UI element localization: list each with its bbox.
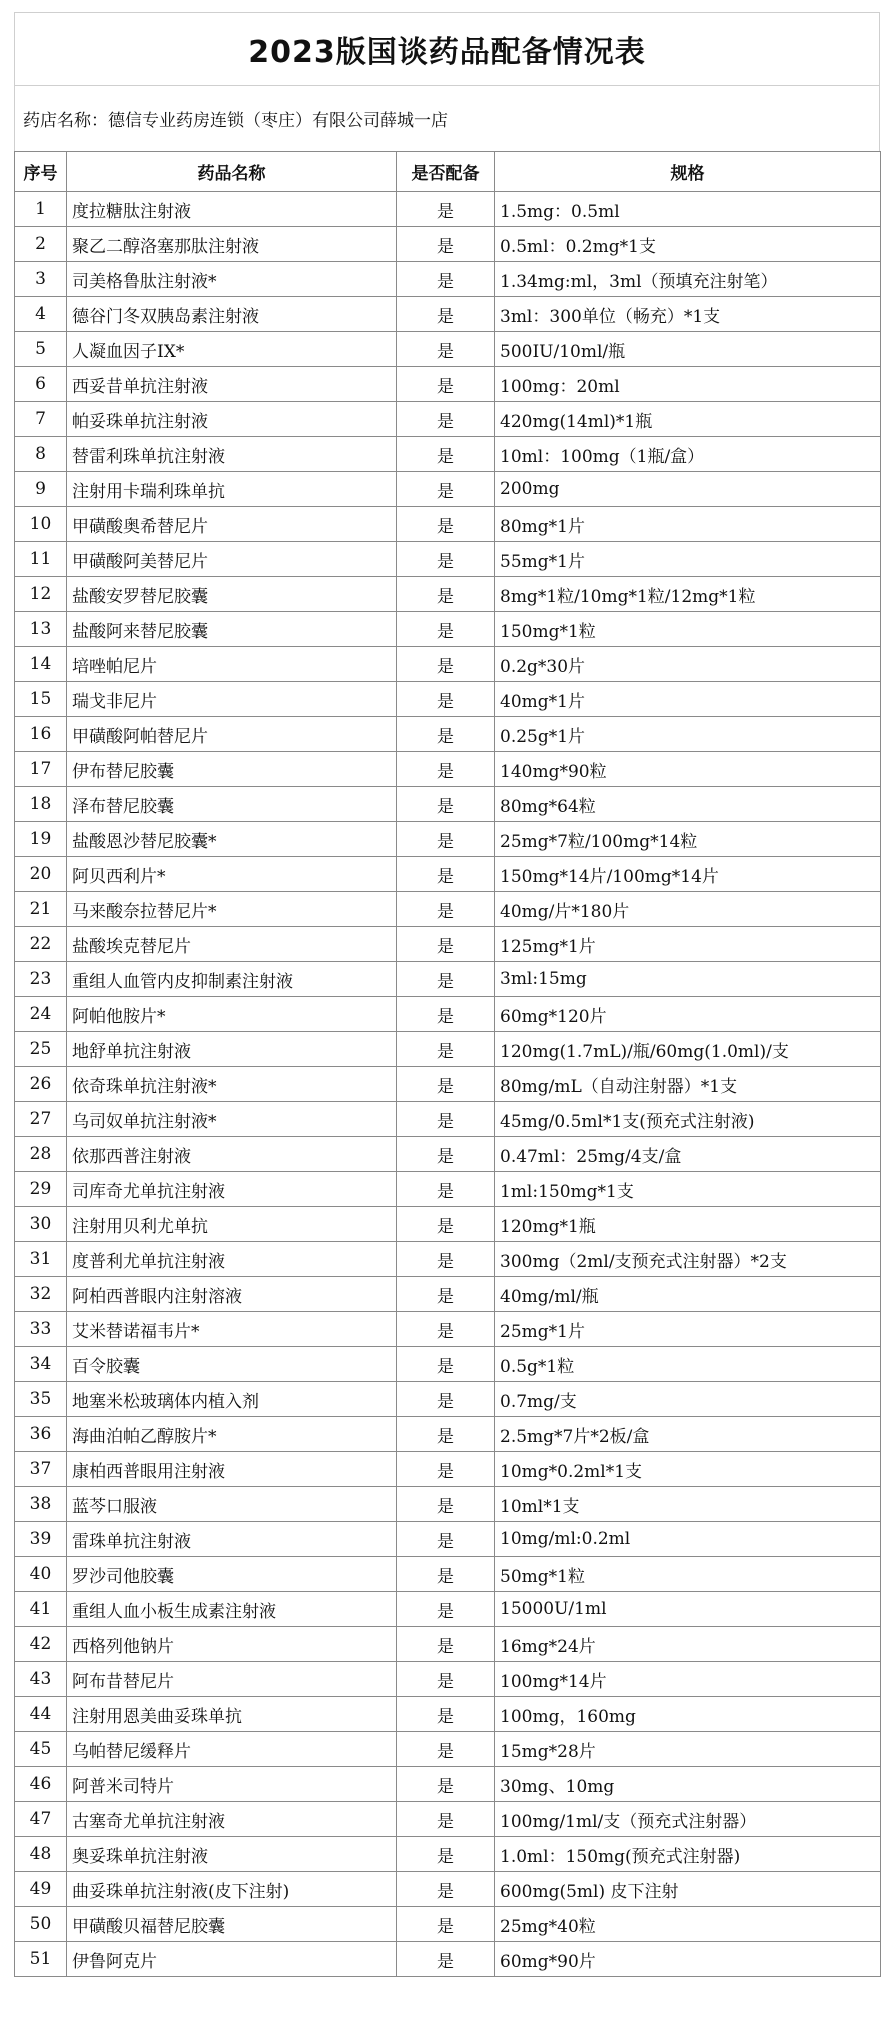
- table-row: [15, 1837, 881, 1872]
- row-number: 31: [15, 1242, 67, 1277]
- table-row: [15, 647, 881, 682]
- drug-name: 瑞戈非尼片: [67, 682, 397, 717]
- row-number: 29: [15, 1172, 67, 1207]
- drug-spec: 40mg/片*180片: [495, 892, 881, 927]
- drug-spec: 45mg/0.5ml*1支(预充式注射液): [495, 1102, 881, 1137]
- row-number: 39: [15, 1522, 67, 1557]
- drug-name: 阿普米司特片: [67, 1767, 397, 1802]
- drug-name: 伊鲁阿克片: [67, 1942, 397, 1977]
- row-number: 49: [15, 1872, 67, 1907]
- row-number: 43: [15, 1662, 67, 1697]
- table-row: [15, 542, 881, 577]
- equipped-status: 是: [397, 507, 495, 542]
- drug-name: 西格列他钠片: [67, 1627, 397, 1662]
- drug-spec: 1.34mg:ml，3ml（预填充注射笔）: [495, 262, 881, 297]
- row-number: 19: [15, 822, 67, 857]
- equipped-status: 是: [397, 682, 495, 717]
- row-number: 26: [15, 1067, 67, 1102]
- drug-spec: 0.25g*1片: [495, 717, 881, 752]
- drug-spec: 10ml*1支: [495, 1487, 881, 1522]
- drug-spec: 1.0ml：150mg(预充式注射器): [495, 1837, 881, 1872]
- drug-name: 古塞奇尤单抗注射液: [67, 1802, 397, 1837]
- row-number: 8: [15, 437, 67, 472]
- row-number: 36: [15, 1417, 67, 1452]
- drug-spec: 0.47ml：25mg/4支/盒: [495, 1137, 881, 1172]
- table-row: [15, 1627, 881, 1662]
- table-row: [15, 962, 881, 997]
- table-body: [15, 192, 881, 1977]
- row-number: 11: [15, 542, 67, 577]
- row-number: 7: [15, 402, 67, 437]
- table-row: [15, 262, 881, 297]
- drug-spec: 100mg，160mg: [495, 1697, 881, 1732]
- drug-spec: 0.5ml：0.2mg*1支: [495, 227, 881, 262]
- drug-spec: 1ml:150mg*1支: [495, 1172, 881, 1207]
- row-number: 32: [15, 1277, 67, 1312]
- drug-table: [14, 151, 881, 1977]
- table-row: [15, 1417, 881, 1452]
- equipped-status: 是: [397, 297, 495, 332]
- row-number: 21: [15, 892, 67, 927]
- header-no: 序号: [15, 152, 67, 192]
- drug-spec: 200mg: [495, 472, 881, 507]
- equipped-status: 是: [397, 1802, 495, 1837]
- drug-spec: 80mg/mL（自动注射器）*1支: [495, 1067, 881, 1102]
- drug-name: 司库奇尤单抗注射液: [67, 1172, 397, 1207]
- drug-table-sheet: [14, 12, 880, 1977]
- equipped-status: 是: [397, 1137, 495, 1172]
- row-number: 1: [15, 192, 67, 227]
- header-spec: 规格: [495, 152, 881, 192]
- row-number: 3: [15, 262, 67, 297]
- row-number: 12: [15, 577, 67, 612]
- equipped-status: 是: [397, 857, 495, 892]
- table-row: [15, 1557, 881, 1592]
- equipped-status: 是: [397, 1382, 495, 1417]
- row-number: 13: [15, 612, 67, 647]
- equipped-status: 是: [397, 1837, 495, 1872]
- drug-name: 替雷利珠单抗注射液: [67, 437, 397, 472]
- drug-name: 度普利尤单抗注射液: [67, 1242, 397, 1277]
- equipped-status: 是: [397, 1487, 495, 1522]
- row-number: 37: [15, 1452, 67, 1487]
- equipped-status: 是: [397, 1627, 495, 1662]
- drug-spec: 60mg*120片: [495, 997, 881, 1032]
- drug-name: 泽布替尼胶囊: [67, 787, 397, 822]
- drug-name: 盐酸阿来替尼胶囊: [67, 612, 397, 647]
- row-number: 16: [15, 717, 67, 752]
- row-number: 23: [15, 962, 67, 997]
- drug-spec: 50mg*1粒: [495, 1557, 881, 1592]
- drug-name: 注射用恩美曲妥珠单抗: [67, 1697, 397, 1732]
- equipped-status: 是: [397, 1417, 495, 1452]
- store-row: [14, 85, 880, 151]
- row-number: 18: [15, 787, 67, 822]
- table-row: [15, 1942, 881, 1977]
- table-row: [15, 857, 881, 892]
- row-number: 41: [15, 1592, 67, 1627]
- equipped-status: 是: [397, 472, 495, 507]
- drug-name: 依那西普注射液: [67, 1137, 397, 1172]
- drug-spec: 0.5g*1粒: [495, 1347, 881, 1382]
- drug-name: 百令胶囊: [67, 1347, 397, 1382]
- equipped-status: 是: [397, 962, 495, 997]
- row-number: 34: [15, 1347, 67, 1382]
- drug-name: 马来酸奈拉替尼片*: [67, 892, 397, 927]
- table-row: [15, 1277, 881, 1312]
- drug-name: 德谷门冬双胰岛素注射液: [67, 297, 397, 332]
- drug-spec: 10ml：100mg（1瓶/盒）: [495, 437, 881, 472]
- row-number: 2: [15, 227, 67, 262]
- equipped-status: 是: [397, 1557, 495, 1592]
- row-number: 50: [15, 1907, 67, 1942]
- equipped-status: 是: [397, 1312, 495, 1347]
- drug-spec: 120mg(1.7mL)/瓶/60mg(1.0ml)/支: [495, 1032, 881, 1067]
- row-number: 15: [15, 682, 67, 717]
- table-row: [15, 472, 881, 507]
- drug-spec: 150mg*14片/100mg*14片: [495, 857, 881, 892]
- row-number: 24: [15, 997, 67, 1032]
- drug-name: 伊布替尼胶囊: [67, 752, 397, 787]
- table-row: [15, 1242, 881, 1277]
- row-number: 17: [15, 752, 67, 787]
- table-row: [15, 1732, 881, 1767]
- equipped-status: 是: [397, 717, 495, 752]
- drug-name: 曲妥珠单抗注射液(皮下注射): [67, 1872, 397, 1907]
- equipped-status: 是: [397, 997, 495, 1032]
- row-number: 44: [15, 1697, 67, 1732]
- table-row: [15, 752, 881, 787]
- drug-name: 重组人血管内皮抑制素注射液: [67, 962, 397, 997]
- table-row: [15, 1137, 881, 1172]
- equipped-status: 是: [397, 1732, 495, 1767]
- drug-spec: 25mg*40粒: [495, 1907, 881, 1942]
- drug-spec: 300mg（2ml/支预充式注射器）*2支: [495, 1242, 881, 1277]
- equipped-status: 是: [397, 927, 495, 962]
- equipped-status: 是: [397, 402, 495, 437]
- drug-name: 阿贝西利片*: [67, 857, 397, 892]
- row-number: 51: [15, 1942, 67, 1977]
- equipped-status: 是: [397, 577, 495, 612]
- equipped-status: 是: [397, 1767, 495, 1802]
- row-number: 14: [15, 647, 67, 682]
- equipped-status: 是: [397, 367, 495, 402]
- table-row: [15, 1207, 881, 1242]
- table-row: [15, 227, 881, 262]
- equipped-status: 是: [397, 1172, 495, 1207]
- drug-name: 注射用贝利尤单抗: [67, 1207, 397, 1242]
- row-number: 30: [15, 1207, 67, 1242]
- table-row: [15, 332, 881, 367]
- table-row: [15, 1032, 881, 1067]
- table-row: [15, 1452, 881, 1487]
- drug-spec: 100mg/1ml/支（预充式注射器）: [495, 1802, 881, 1837]
- row-number: 33: [15, 1312, 67, 1347]
- table-row: [15, 1802, 881, 1837]
- drug-name: 海曲泊帕乙醇胺片*: [67, 1417, 397, 1452]
- equipped-status: 是: [397, 1697, 495, 1732]
- drug-spec: 150mg*1粒: [495, 612, 881, 647]
- row-number: 28: [15, 1137, 67, 1172]
- row-number: 4: [15, 297, 67, 332]
- drug-name: 盐酸恩沙替尼胶囊*: [67, 822, 397, 857]
- equipped-status: 是: [397, 1207, 495, 1242]
- drug-name: 西妥昔单抗注射液: [67, 367, 397, 402]
- drug-spec: 80mg*64粒: [495, 787, 881, 822]
- row-number: 10: [15, 507, 67, 542]
- drug-spec: 30mg、10mg: [495, 1767, 881, 1802]
- drug-spec: 40mg/ml/瓶: [495, 1277, 881, 1312]
- equipped-status: 是: [397, 1592, 495, 1627]
- equipped-status: 是: [397, 262, 495, 297]
- row-number: 20: [15, 857, 67, 892]
- row-number: 40: [15, 1557, 67, 1592]
- drug-spec: 1.5mg：0.5ml: [495, 192, 881, 227]
- equipped-status: 是: [397, 1347, 495, 1382]
- table-row: [15, 192, 881, 227]
- equipped-status: 是: [397, 1522, 495, 1557]
- equipped-status: 是: [397, 1942, 495, 1977]
- drug-spec: 25mg*1片: [495, 1312, 881, 1347]
- drug-spec: 55mg*1片: [495, 542, 881, 577]
- drug-spec: 10mg/ml:0.2ml: [495, 1522, 881, 1557]
- drug-name: 乌司奴单抗注射液*: [67, 1102, 397, 1137]
- drug-spec: 40mg*1片: [495, 682, 881, 717]
- table-row: [15, 682, 881, 717]
- table-row: [15, 1592, 881, 1627]
- drug-name: 雷珠单抗注射液: [67, 1522, 397, 1557]
- drug-spec: 125mg*1片: [495, 927, 881, 962]
- row-number: 5: [15, 332, 67, 367]
- drug-spec: 25mg*7粒/100mg*14粒: [495, 822, 881, 857]
- row-number: 9: [15, 472, 67, 507]
- equipped-status: 是: [397, 1102, 495, 1137]
- drug-spec: 0.7mg/支: [495, 1382, 881, 1417]
- drug-spec: 100mg*14片: [495, 1662, 881, 1697]
- row-number: 46: [15, 1767, 67, 1802]
- table-row: [15, 1102, 881, 1137]
- drug-spec: 100mg：20ml: [495, 367, 881, 402]
- drug-spec: 600mg(5ml) 皮下注射: [495, 1872, 881, 1907]
- row-number: 22: [15, 927, 67, 962]
- row-number: 6: [15, 367, 67, 402]
- header-row: [15, 152, 881, 192]
- equipped-status: 是: [397, 1277, 495, 1312]
- equipped-status: 是: [397, 1452, 495, 1487]
- equipped-status: 是: [397, 822, 495, 857]
- drug-name: 盐酸埃克替尼片: [67, 927, 397, 962]
- row-number: 27: [15, 1102, 67, 1137]
- equipped-status: 是: [397, 787, 495, 822]
- drug-name: 聚乙二醇洛塞那肽注射液: [67, 227, 397, 262]
- header-equipped: 是否配备: [397, 152, 495, 192]
- title-row: [14, 12, 880, 85]
- table-row: [15, 367, 881, 402]
- drug-name: 甲磺酸奥希替尼片: [67, 507, 397, 542]
- drug-spec: 80mg*1片: [495, 507, 881, 542]
- drug-name: 罗沙司他胶囊: [67, 1557, 397, 1592]
- drug-spec: 3ml:15mg: [495, 962, 881, 997]
- table-row: [15, 1172, 881, 1207]
- drug-spec: 10mg*0.2ml*1支: [495, 1452, 881, 1487]
- table-row: [15, 1767, 881, 1802]
- drug-name: 阿布昔替尼片: [67, 1662, 397, 1697]
- table-row: [15, 612, 881, 647]
- equipped-status: 是: [397, 542, 495, 577]
- drug-name: 甲磺酸阿帕替尼片: [67, 717, 397, 752]
- table-row: [15, 402, 881, 437]
- table-row: [15, 1522, 881, 1557]
- table-row: [15, 997, 881, 1032]
- drug-name: 康柏西普眼用注射液: [67, 1452, 397, 1487]
- table-row: [15, 1382, 881, 1417]
- drug-name: 重组人血小板生成素注射液: [67, 1592, 397, 1627]
- row-number: 35: [15, 1382, 67, 1417]
- table-row: [15, 437, 881, 472]
- equipped-status: 是: [397, 1067, 495, 1102]
- table-row: [15, 297, 881, 332]
- drug-spec: 140mg*90粒: [495, 752, 881, 787]
- drug-name: 甲磺酸贝福替尼胶囊: [67, 1907, 397, 1942]
- row-number: 42: [15, 1627, 67, 1662]
- table-row: [15, 1067, 881, 1102]
- drug-spec: 16mg*24片: [495, 1627, 881, 1662]
- drug-spec: 15000U/1ml: [495, 1592, 881, 1627]
- drug-name: 司美格鲁肽注射液*: [67, 262, 397, 297]
- equipped-status: 是: [397, 752, 495, 787]
- drug-name: 帕妥珠单抗注射液: [67, 402, 397, 437]
- row-number: 47: [15, 1802, 67, 1837]
- drug-spec: 15mg*28片: [495, 1732, 881, 1767]
- equipped-status: 是: [397, 192, 495, 227]
- drug-name: 乌帕替尼缓释片: [67, 1732, 397, 1767]
- equipped-status: 是: [397, 647, 495, 682]
- drug-name: 奥妥珠单抗注射液: [67, 1837, 397, 1872]
- drug-spec: 60mg*90片: [495, 1942, 881, 1977]
- header-name: 药品名称: [67, 152, 397, 192]
- drug-spec: 2.5mg*7片*2板/盒: [495, 1417, 881, 1452]
- drug-spec: 500IU/10ml/瓶: [495, 332, 881, 367]
- table-row: [15, 1347, 881, 1382]
- drug-name: 地舒单抗注射液: [67, 1032, 397, 1067]
- drug-name: 阿柏西普眼内注射溶液: [67, 1277, 397, 1312]
- drug-name: 培唑帕尼片: [67, 647, 397, 682]
- table-row: [15, 507, 881, 542]
- table-row: [15, 927, 881, 962]
- drug-spec: 120mg*1瓶: [495, 1207, 881, 1242]
- equipped-status: 是: [397, 1032, 495, 1067]
- drug-name: 度拉糖肽注射液: [67, 192, 397, 227]
- drug-spec: 0.2g*30片: [495, 647, 881, 682]
- drug-name: 蓝芩口服液: [67, 1487, 397, 1522]
- row-number: 38: [15, 1487, 67, 1522]
- drug-name: 地塞米松玻璃体内植入剂: [67, 1382, 397, 1417]
- drug-name: 注射用卡瑞利珠单抗: [67, 472, 397, 507]
- table-row: [15, 1487, 881, 1522]
- table-row: [15, 1312, 881, 1347]
- row-number: 25: [15, 1032, 67, 1067]
- drug-name: 人凝血因子IX*: [67, 332, 397, 367]
- drug-spec: 3ml：300单位（畅充）*1支: [495, 297, 881, 332]
- drug-spec: 8mg*1粒/10mg*1粒/12mg*1粒: [495, 577, 881, 612]
- equipped-status: 是: [397, 1907, 495, 1942]
- table-row: [15, 787, 881, 822]
- equipped-status: 是: [397, 612, 495, 647]
- equipped-status: 是: [397, 227, 495, 262]
- equipped-status: 是: [397, 437, 495, 472]
- row-number: 48: [15, 1837, 67, 1872]
- equipped-status: 是: [397, 1242, 495, 1277]
- drug-name: 阿帕他胺片*: [67, 997, 397, 1032]
- store-name: 药店名称：德信专业药房连锁（枣庄）有限公司薛城一店: [23, 111, 448, 131]
- equipped-status: 是: [397, 1662, 495, 1697]
- drug-name: 盐酸安罗替尼胶囊: [67, 577, 397, 612]
- table-row: [15, 1697, 881, 1732]
- drug-name: 依奇珠单抗注射液*: [67, 1067, 397, 1102]
- table-row: [15, 717, 881, 752]
- equipped-status: 是: [397, 892, 495, 927]
- table-row: [15, 892, 881, 927]
- equipped-status: 是: [397, 1872, 495, 1907]
- drug-spec: 420mg(14ml)*1瓶: [495, 402, 881, 437]
- equipped-status: 是: [397, 332, 495, 367]
- drug-name: 艾米替诺福韦片*: [67, 1312, 397, 1347]
- table-row: [15, 1662, 881, 1697]
- drug-name: 甲磺酸阿美替尼片: [67, 542, 397, 577]
- table-row: [15, 577, 881, 612]
- page-title: 2023版国谈药品配备情况表: [248, 35, 646, 70]
- table-row: [15, 1872, 881, 1907]
- table-row: [15, 822, 881, 857]
- row-number: 45: [15, 1732, 67, 1767]
- table-row: [15, 1907, 881, 1942]
